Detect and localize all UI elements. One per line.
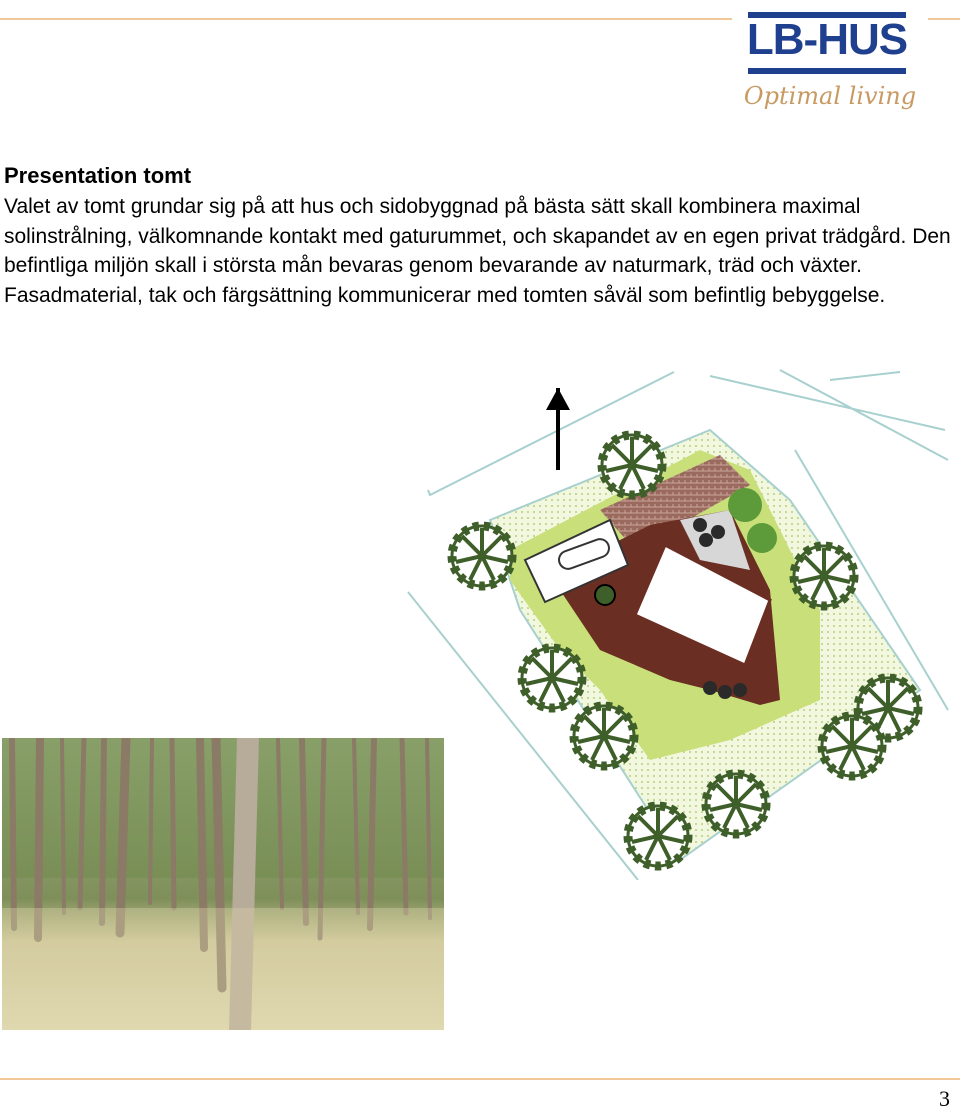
company-logo [736, 2, 926, 120]
logo-name: LB-HUS [746, 15, 908, 64]
logo-tagline: Optimal living [743, 82, 917, 110]
page-title: Presentation tomt [4, 163, 192, 188]
forest-photo [2, 738, 444, 1030]
header-rule [0, 18, 732, 20]
footer-rule [0, 1078, 960, 1080]
site-plan [400, 360, 960, 880]
header-rule-end [928, 18, 960, 20]
page-number: 3 [939, 1086, 950, 1111]
logo-bar-bottom [748, 68, 906, 74]
body-text: Valet av tomt grundar sig på att hus och sidobyggnad på bästa sätt skall kombinera maximal solinstrålning, välkomnande kontakt med gaturummet, och skapandet av en egen privat trädgård. Den befintliga miljön skall i största mån bevaras genom bevarande av naturmark, träd och växter. Fasadmaterial, tak och färgsättning kommunicerar med tomten såväl som befintlig bebyggelse. [4, 195, 951, 307]
